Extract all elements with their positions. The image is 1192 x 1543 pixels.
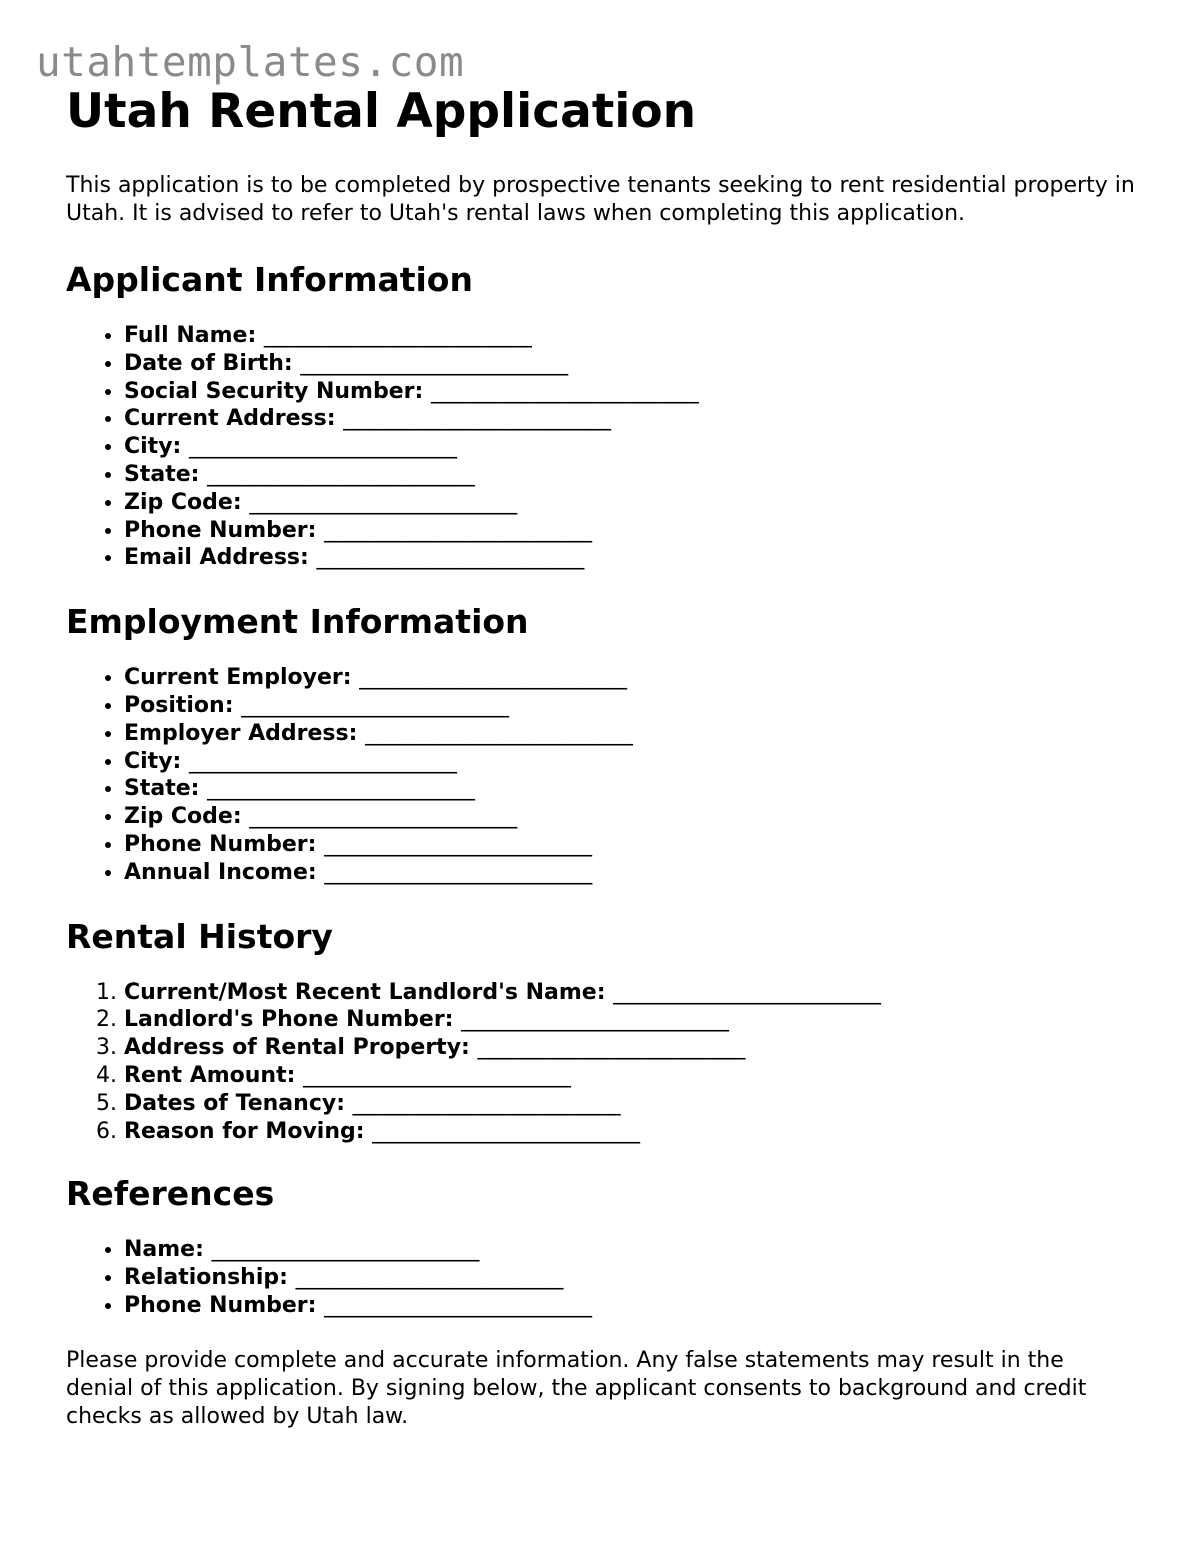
field-label: Annual Income:	[124, 859, 317, 885]
field-employer-city	[124, 748, 1136, 776]
site-watermark: utahtemplates.com	[36, 38, 465, 86]
field-label: Date of Birth:	[124, 350, 293, 376]
field-label: Email Address:	[124, 545, 309, 571]
field-rent-amount	[124, 1062, 1136, 1090]
rental-history-field-list	[66, 979, 1136, 1146]
employment-field-list	[66, 664, 1136, 886]
fill-in-blank[interactable]: _________________________	[249, 804, 517, 830]
field-current-employer	[124, 664, 1136, 692]
field-label: Position:	[124, 692, 234, 718]
field-landlord-name	[124, 979, 1136, 1007]
fill-in-blank[interactable]: _________________________	[613, 979, 881, 1005]
section-heading-references: References	[66, 1174, 275, 1214]
field-label: Phone Number:	[124, 831, 317, 857]
field-employer-zip-code	[124, 803, 1136, 831]
employment-information-section	[66, 600, 1136, 886]
field-label: Phone Number:	[124, 517, 317, 543]
fill-in-blank[interactable]: _________________________	[300, 350, 568, 376]
field-label: Employer Address:	[124, 720, 358, 746]
field-rental-property-address	[124, 1034, 1136, 1062]
field-label: Name:	[124, 1237, 204, 1263]
fill-in-blank[interactable]: _________________________	[324, 1292, 592, 1318]
applicant-field-list	[66, 322, 1136, 572]
fill-in-blank[interactable]: _________________________	[316, 545, 585, 571]
field-label: Relationship:	[124, 1265, 288, 1291]
fill-in-blank[interactable]: _________________________	[477, 1035, 746, 1061]
fill-in-blank[interactable]: _________________________	[303, 1062, 571, 1088]
field-label: Current Address:	[124, 406, 336, 432]
section-heading-applicant: Applicant Information	[66, 260, 473, 299]
field-reference-name	[124, 1236, 1136, 1264]
section-heading-rental-history: Rental History	[66, 916, 333, 956]
field-label: Social Security Number:	[124, 378, 424, 404]
applicant-information-section	[66, 258, 1136, 572]
fill-in-blank[interactable]: _________________________	[189, 748, 457, 774]
fill-in-blank[interactable]: _________________________	[359, 665, 627, 691]
field-label: State:	[124, 776, 200, 802]
field-reference-relationship	[124, 1264, 1136, 1292]
field-date-of-birth	[124, 350, 1136, 378]
fill-in-blank[interactable]: _________________________	[211, 1237, 480, 1263]
field-label: Phone Number:	[124, 1292, 317, 1318]
fill-in-blank[interactable]: _________________________	[343, 406, 611, 432]
fill-in-blank[interactable]: _________________________	[365, 720, 633, 746]
field-label: Zip Code:	[124, 489, 242, 515]
section-heading-employment: Employment Information	[66, 602, 529, 642]
field-label: State:	[124, 461, 200, 487]
field-label: Reason for Moving:	[124, 1118, 365, 1144]
field-current-address	[124, 405, 1136, 433]
field-annual-income	[124, 859, 1136, 887]
field-employer-address	[124, 720, 1136, 748]
closing-paragraph: Please provide complete and accurate information. Any false statements may result in the denial of this application. By signing below, the applicant consents to background and credit checks as allowed by Utah law.	[66, 1347, 1087, 1429]
field-dates-of-tenancy	[124, 1090, 1136, 1118]
field-email-address	[124, 544, 1136, 572]
fill-in-blank[interactable]: _________________________	[324, 859, 592, 885]
field-label: City:	[124, 434, 182, 460]
field-position	[124, 692, 1136, 720]
field-label: Current Employer:	[124, 665, 352, 691]
field-employer-state	[124, 775, 1136, 803]
fill-in-blank[interactable]: _________________________	[295, 1265, 564, 1291]
fill-in-blank[interactable]: _________________________	[372, 1118, 640, 1144]
field-landlord-phone-number	[124, 1006, 1136, 1034]
references-section	[66, 1172, 1136, 1319]
field-label: Rent Amount:	[124, 1062, 296, 1088]
fill-in-blank[interactable]: _________________________	[430, 378, 699, 404]
field-label: Full Name:	[124, 323, 257, 348]
field-label: Dates of Tenancy:	[124, 1090, 345, 1116]
field-zip-code	[124, 489, 1136, 517]
fill-in-blank[interactable]: _________________________	[324, 831, 592, 857]
field-employer-phone-number	[124, 831, 1136, 859]
field-label: Landlord's Phone Number:	[124, 1007, 454, 1033]
field-label: Current/Most Recent Landlord's Name:	[124, 979, 606, 1005]
fill-in-blank[interactable]: _________________________	[263, 323, 532, 348]
field-city	[124, 433, 1136, 461]
intro-paragraph: This application is to be completed by prospective tenants seeking to rent residential property in Utah. It is advised to refer to Utah's rental laws when completing this application.	[66, 173, 1135, 226]
field-reason-for-moving	[124, 1118, 1136, 1146]
fill-in-blank[interactable]: _________________________	[189, 434, 457, 460]
field-label: Zip Code:	[124, 804, 242, 830]
rental-application-document	[66, 80, 1136, 1431]
fill-in-blank[interactable]: _________________________	[324, 517, 592, 543]
field-full-name	[124, 322, 1136, 350]
fill-in-blank[interactable]: _________________________	[461, 1007, 729, 1033]
fill-in-blank[interactable]: _________________________	[352, 1090, 621, 1116]
field-social-security-number	[124, 378, 1136, 406]
field-state	[124, 461, 1136, 489]
field-label: Address of Rental Property:	[124, 1035, 470, 1061]
fill-in-blank[interactable]: _________________________	[207, 776, 475, 802]
field-phone-number	[124, 517, 1136, 545]
fill-in-blank[interactable]: _________________________	[207, 461, 475, 487]
fill-in-blank[interactable]: _________________________	[241, 692, 509, 718]
fill-in-blank[interactable]: _________________________	[249, 489, 517, 515]
rental-history-section	[66, 915, 1136, 1146]
field-label: City:	[124, 748, 182, 774]
references-field-list	[66, 1236, 1136, 1319]
field-reference-phone-number	[124, 1292, 1136, 1320]
page-title: Utah Rental Application	[66, 84, 697, 139]
